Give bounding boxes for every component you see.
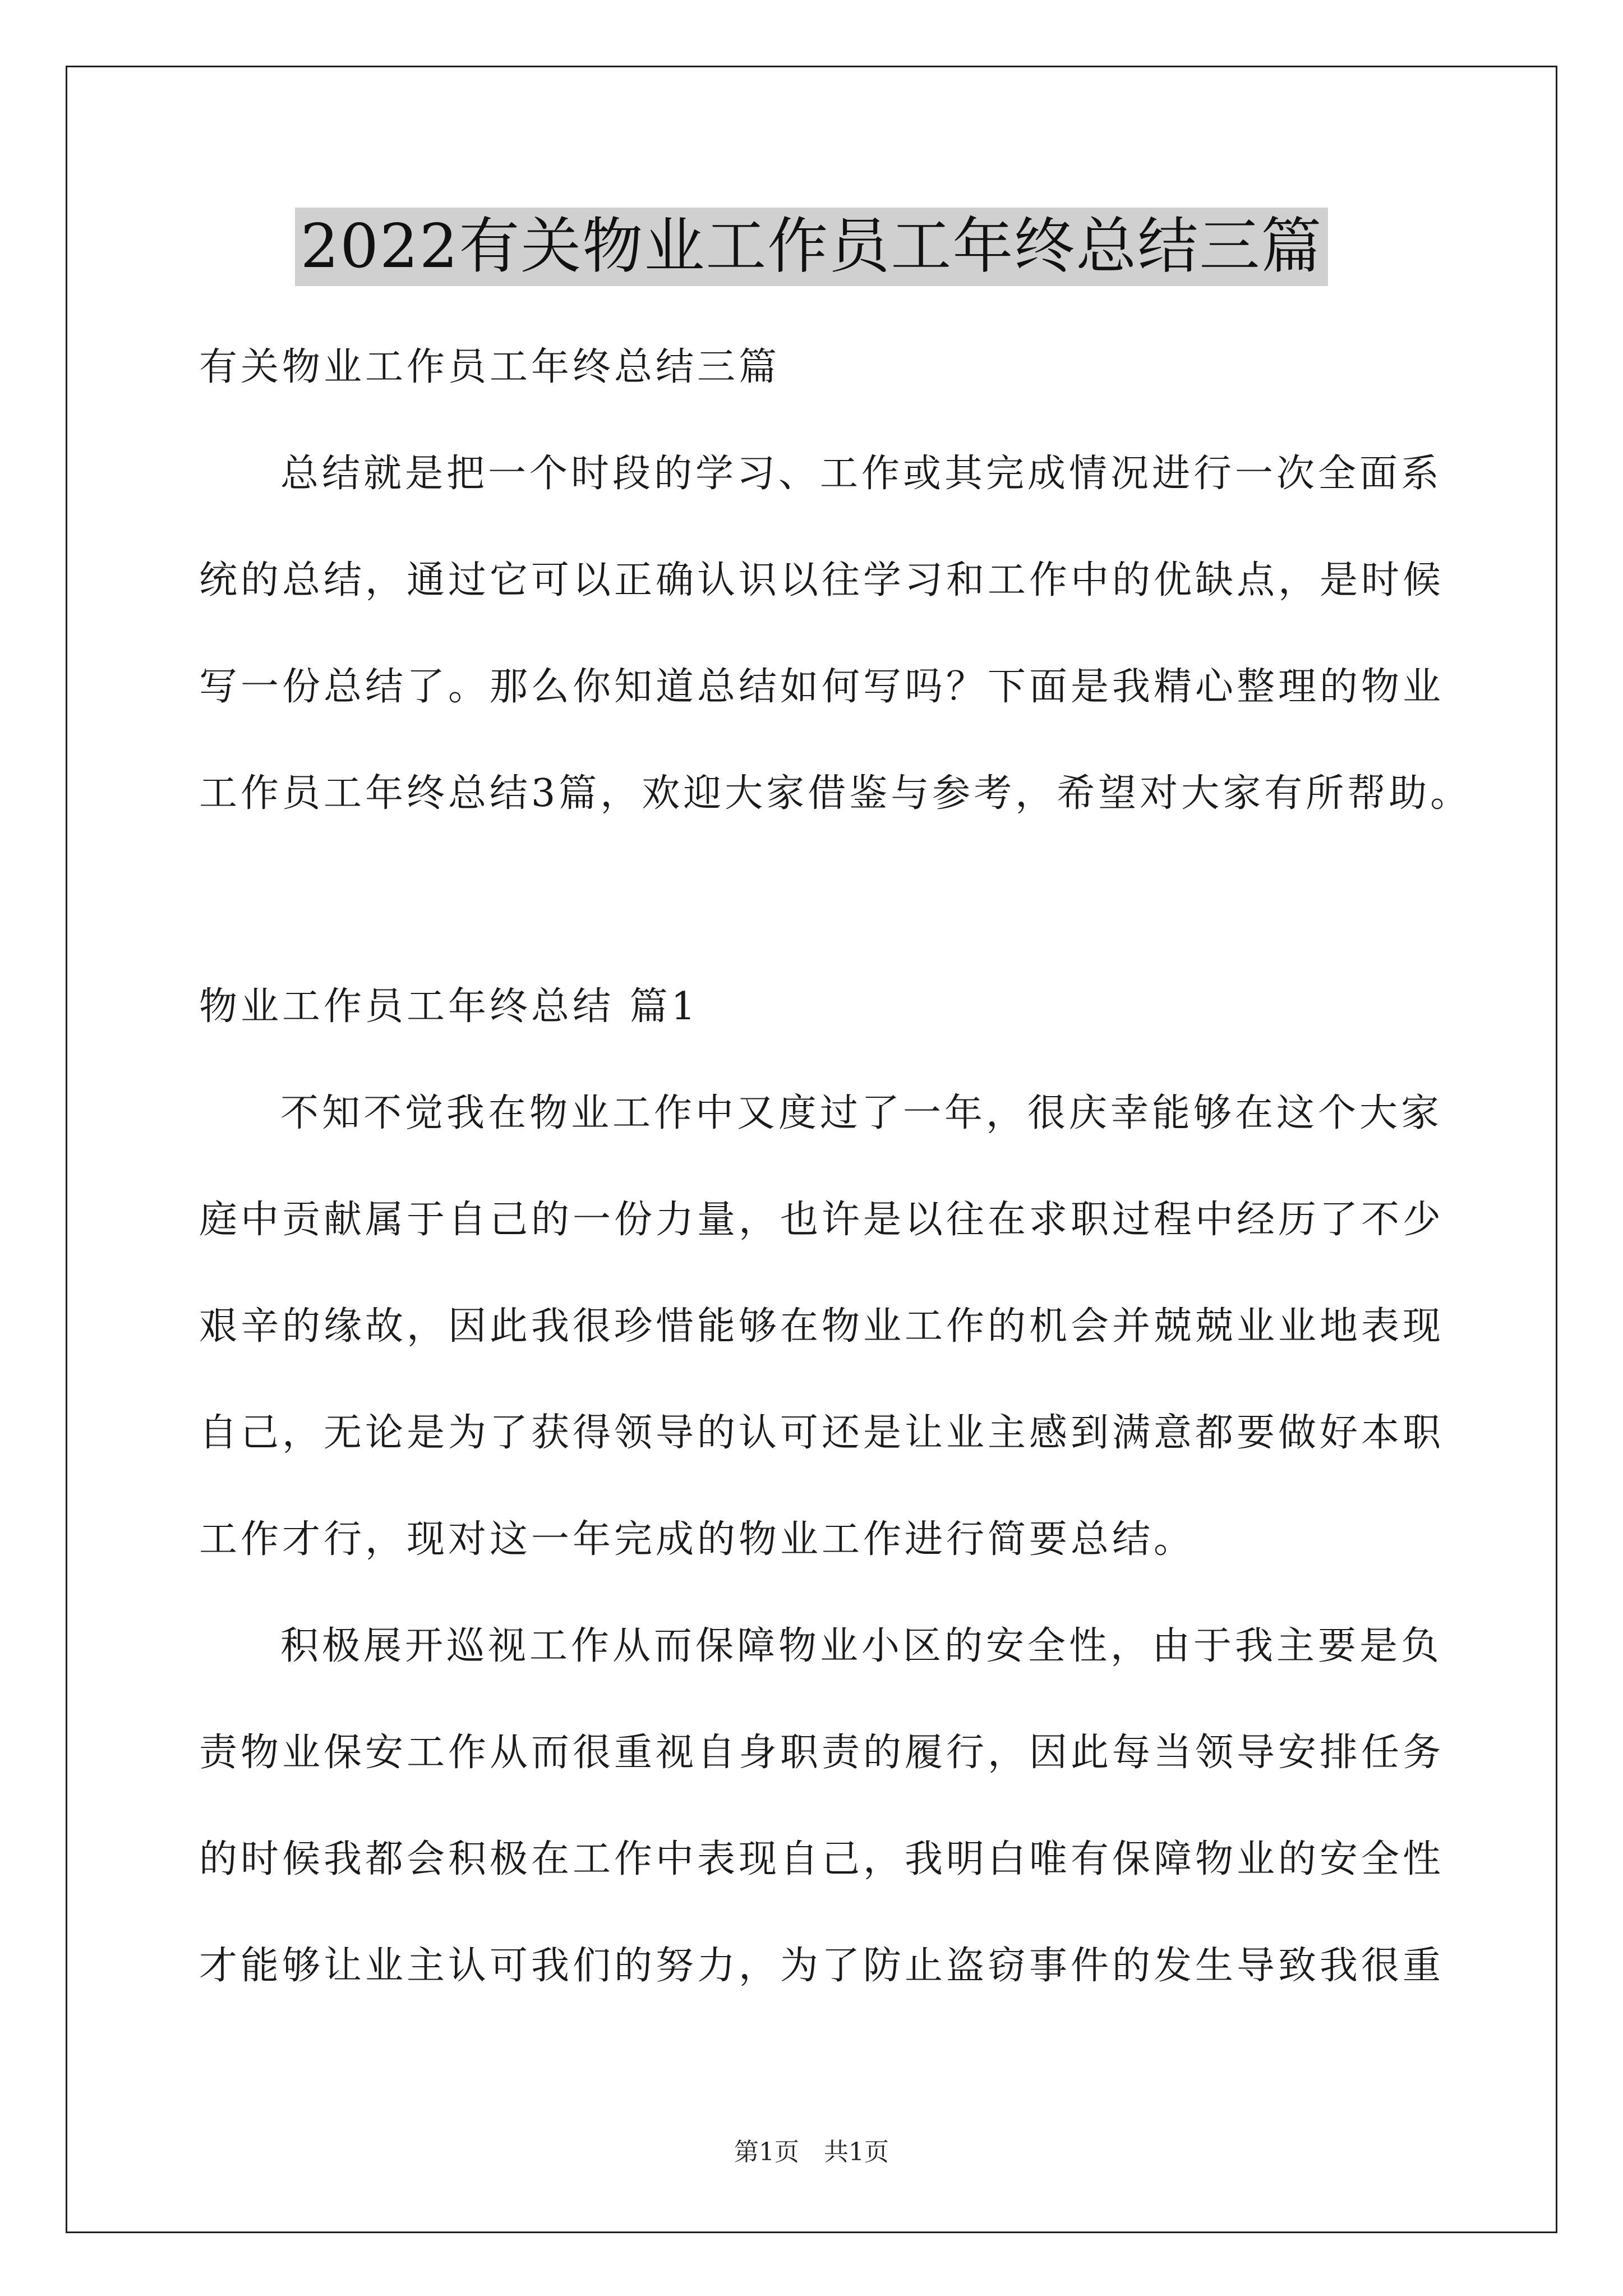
paragraph-line: 责物业保安工作从而很重视自身职责的履行，因此每当领导安排任务 [199, 1731, 1445, 1775]
paragraph-line: 的时候我都会积极在工作中表现自己，我明白唯有保障物业的安全性 [199, 1837, 1445, 1881]
paragraph-line: 艰辛的缘故，因此我很珍惜能够在物业工作的机会并兢兢业业地表现 [199, 1304, 1445, 1349]
paragraph-line: 工作才行，现对这一年完成的物业工作进行简要总结。 [199, 1517, 1196, 1562]
intro-paragraph [199, 421, 1472, 847]
paragraph-line: 工作员工年终总结3篇，欢迎大家借鉴与参考，希望对大家有所帮助。 [199, 771, 1472, 816]
paragraph-line: 自己，无论是为了获得领导的认可还是让业主感到满意都要做好本职 [199, 1411, 1445, 1455]
paragraph-line: 总结就是把一个时段的学习、工作或其完成情况进行一次全面系 [280, 452, 1443, 496]
paragraph-1 [199, 1060, 1445, 1593]
section-heading: 物业工作员工年终总结 篇1 [199, 984, 699, 1029]
paragraph-line: 积极展开巡视工作从而保障物业小区的安全性，由于我主要是负 [280, 1624, 1443, 1668]
paragraph-2 [199, 1593, 1445, 2019]
document-title: 2022有关物业工作员工年终总结三篇 [295, 208, 1329, 286]
paragraph-line: 庭中贡献属于自己的一份力量，也许是以往在求职过程中经历了不少 [199, 1198, 1445, 1242]
title-block [0, 208, 1623, 286]
paragraph-line: 才能够让业主认可我们的努力，为了防止盗窃事件的发生导致我很重 [199, 1944, 1445, 1988]
paragraph-line: 不知不觉我在物业工作中又度过了一年，很庆幸能够在这个大家 [280, 1091, 1443, 1135]
paragraph-line: 写一份总结了。那么你知道总结如何写吗？下面是我精心整理的物业 [199, 665, 1445, 709]
paragraph-line: 统的总结，通过它可以正确认识以往学习和工作中的优缺点，是时候 [199, 558, 1445, 602]
document-subtitle: 有关物业工作员工年终总结三篇 [199, 345, 781, 389]
page-footer: 第1页 共1页 [734, 2138, 889, 2166]
section-spacer [199, 847, 1433, 954]
document-body [199, 314, 1472, 2019]
